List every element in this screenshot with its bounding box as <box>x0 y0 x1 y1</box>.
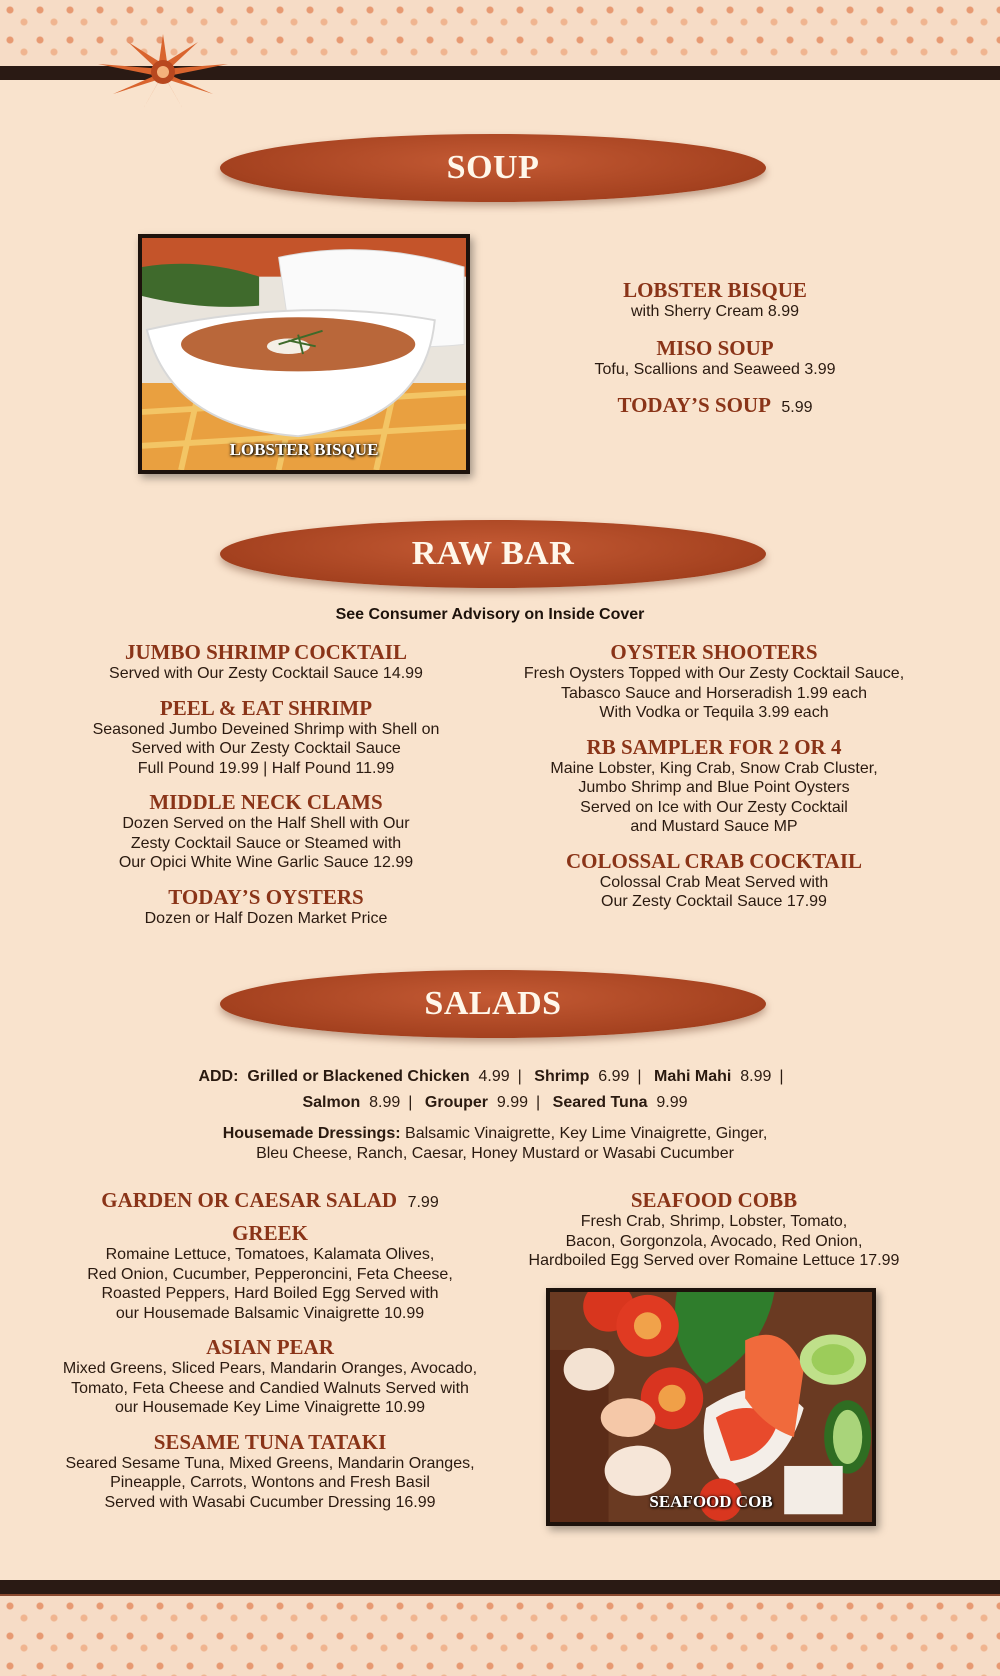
menu-item <box>66 790 466 873</box>
menu-item-desc-line: Bacon, Gorgonzola, Avocado, Red Onion, <box>565 1232 863 1250</box>
menu-item-desc-line: Dozen Served on the Half Shell with Our <box>122 815 410 832</box>
dressings-line <box>150 1124 840 1144</box>
addon-price: 8.99 <box>369 1094 401 1111</box>
menu-item-title: PEEL & EAT SHRIMP <box>159 695 373 720</box>
addon-name: Grilled or Blackened Chicken <box>247 1068 470 1085</box>
raw-bar-section-banner <box>220 520 766 588</box>
soup-menu-list <box>560 278 870 434</box>
separator: | <box>637 1068 642 1085</box>
menu-item-desc-line: Roasted Peppers, Hard Boiled Egg Served with <box>101 1285 439 1302</box>
addons-row <box>100 1064 890 1090</box>
menu-item-title <box>560 393 870 420</box>
seafood-cobb-caption: SEAFOOD COB <box>649 1492 773 1511</box>
seafood-cobb-photo <box>546 1288 876 1526</box>
menu-item-title: COLOSSAL CRAB COCKTAIL <box>565 848 862 873</box>
menu-item-desc-line: Full Pound 19.99 | Half Pound 11.99 <box>137 759 395 777</box>
menu-item-title: OYSTER SHOOTERS <box>610 640 818 664</box>
raw-bar-section-title: RAW BAR <box>411 535 575 572</box>
menu-item-desc-line: Zesty Cocktail Sauce or Steamed with <box>130 834 402 852</box>
menu-item-desc-line: With Vodka or Tequila 3.99 each <box>599 704 829 721</box>
dressings-label: Housemade Dressings: <box>222 1125 401 1142</box>
menu-item-title: GREEK <box>232 1221 308 1245</box>
menu-item-desc-line: Served with Our Zesty Cocktail Sauce <box>131 740 401 757</box>
menu-item-desc-line: Seasoned Jumbo Deveined Shrimp with Shell on <box>92 720 440 738</box>
menu-item <box>560 336 870 380</box>
menu-item-desc-line: Dozen or Half Dozen Market Price <box>144 909 388 927</box>
addon-price: 8.99 <box>740 1068 772 1085</box>
addons-label: ADD: <box>198 1068 239 1085</box>
addon-price: 6.99 <box>598 1068 630 1085</box>
addon-name: Seared Tuna <box>552 1094 648 1111</box>
menu-item-title <box>50 1188 490 1215</box>
separator: | <box>536 1094 541 1111</box>
menu-item-desc-line: Fresh Oysters Topped with Our Zesty Cocktail Sauce, <box>523 665 905 682</box>
menu-item-title: SESAME TUNA TATAKI <box>153 1429 387 1454</box>
menu-item-title: SEAFOOD COBB <box>630 1188 798 1212</box>
menu-item-title: RB SAMPLER FOR 2 OR 4 <box>586 734 842 759</box>
menu-item-title: MIDDLE NECK CLAMS <box>149 790 383 814</box>
raw-bar-right-column <box>508 640 920 924</box>
menu-item-desc-line: Our Opici White Wine Garlic Sauce 12.99 <box>118 854 414 871</box>
menu-item-desc-line: Jumbo Shrimp and Blue Point Oysters <box>578 779 850 796</box>
menu-item-title: ASIAN PEAR <box>206 1335 334 1359</box>
addon-name: Shrimp <box>534 1068 590 1085</box>
bottom-pattern-border <box>0 1596 1000 1676</box>
menu-item-desc: with Sherry Cream 8.99 <box>630 303 800 320</box>
lobster-bisque-photo <box>138 234 470 474</box>
menu-item <box>50 1221 490 1323</box>
menu-item-desc-line: Fresh Crab, Shrimp, Lobster, Tomato, <box>580 1213 848 1230</box>
menu-item-desc-line: Our Zesty Cocktail Sauce 17.99 <box>601 893 827 910</box>
housemade-dressings <box>150 1124 840 1164</box>
addon-name: Mahi Mahi <box>654 1068 732 1085</box>
bottom-divider-bar <box>0 1580 1000 1594</box>
consumer-advisory-note: See Consumer Advisory on Inside Cover <box>335 606 645 623</box>
addon-price: 4.99 <box>478 1068 510 1085</box>
menu-item-desc-line: Served with Our Zesty Cocktail Sauce 14.99 <box>109 665 423 682</box>
menu-item-desc-line: Tabasco Sauce and Horseradish 1.99 each <box>561 684 867 702</box>
addon-name: Salmon <box>302 1094 361 1111</box>
menu-item <box>508 735 920 837</box>
menu-item <box>514 1188 914 1271</box>
salads-section-banner <box>220 970 766 1038</box>
menu-item <box>66 640 466 684</box>
menu-item <box>508 849 920 912</box>
sunburst-logo-icon <box>88 24 238 114</box>
menu-item-price: 7.99 <box>407 1194 439 1211</box>
menu-item-desc-line: Red Onion, Cucumber, Pepperoncini, Feta Cheese, <box>87 1265 453 1283</box>
menu-item-desc-line: Colossal Crab Meat Served with <box>599 873 829 891</box>
separator: | <box>408 1094 413 1111</box>
salads-right-column <box>514 1188 914 1283</box>
seafood-cobb-image <box>550 1292 872 1522</box>
addons-row <box>100 1090 890 1116</box>
addon-name: Grouper <box>424 1094 489 1111</box>
menu-item-title: LOBSTER BISQUE <box>623 278 807 302</box>
menu-item-desc-line: and Mustard Sauce MP <box>630 818 798 835</box>
menu-item <box>560 278 870 322</box>
menu-item <box>66 885 466 929</box>
addon-price: 9.99 <box>496 1094 529 1111</box>
salad-addons <box>100 1064 890 1116</box>
menu-item <box>560 393 870 420</box>
menu-item-desc: Tofu, Scallions and Seaweed 3.99 <box>594 360 836 378</box>
menu-item-desc-line: our Housemade Balsamic Vinaigrette 10.99 <box>115 1304 425 1322</box>
raw-bar-left-column <box>66 640 466 940</box>
menu-item <box>508 640 920 723</box>
menu-item-desc-line: Seared Sesame Tuna, Mixed Greens, Mandarin Oranges, <box>65 1454 475 1472</box>
menu-item-desc-line: Pineapple, Carrots, Wontons and Fresh Basil <box>110 1474 430 1491</box>
menu-item-price: 5.99 <box>781 399 813 416</box>
menu-item-title-text: GARDEN OR CAESAR SALAD <box>101 1188 398 1212</box>
menu-item <box>50 1430 490 1513</box>
lobster-bisque-image <box>142 238 466 470</box>
separator: | <box>779 1068 784 1085</box>
menu-item <box>66 696 466 779</box>
dressings-list: Balsamic Vinaigrette, Key Lime Vinaigrette, Ginger, <box>405 1125 768 1142</box>
menu-item-title-text: TODAY’S SOUP <box>617 393 771 417</box>
menu-item-title: MISO SOUP <box>656 335 774 360</box>
menu-item-title: TODAY’S OYSTERS <box>168 884 364 909</box>
menu-item-desc-line: Romaine Lettuce, Tomatoes, Kalamata Olives, <box>105 1246 435 1263</box>
menu-item-desc-line: Hardboiled Egg Served over Romaine Lettuce 17.99 <box>528 1252 900 1269</box>
menu-item-desc-line: Served on Ice with Our Zesty Cocktail <box>580 798 848 816</box>
separator: | <box>517 1068 522 1085</box>
addon-price: 9.99 <box>656 1094 688 1111</box>
menu-item-desc-line: Maine Lobster, King Crab, Snow Crab Cluster, <box>550 759 878 777</box>
soup-section-title: SOUP <box>446 149 540 186</box>
menu-item-desc-line: Mixed Greens, Sliced Pears, Mandarin Oranges, Avocado, <box>62 1360 478 1377</box>
menu-item-desc-line: Served with Wasabi Cucumber Dressing 16.99 <box>104 1493 436 1511</box>
salads-section-title: SALADS <box>424 985 562 1022</box>
soup-section-banner <box>220 134 766 202</box>
menu-item-title: JUMBO SHRIMP COCKTAIL <box>125 640 407 664</box>
dressings-line: Bleu Cheese, Ranch, Caesar, Honey Mustard or Wasabi Cucumber <box>256 1145 734 1162</box>
menu-item-desc-line: our Housemade Key Lime Vinaigrette 10.99 <box>114 1399 426 1416</box>
menu-item <box>50 1188 490 1215</box>
menu-item-desc-line: Tomato, Feta Cheese and Candied Walnuts Served with <box>71 1379 469 1397</box>
lobster-bisque-caption: LOBSTER BISQUE <box>229 440 379 459</box>
salads-left-column <box>50 1188 490 1524</box>
menu-item <box>50 1335 490 1418</box>
